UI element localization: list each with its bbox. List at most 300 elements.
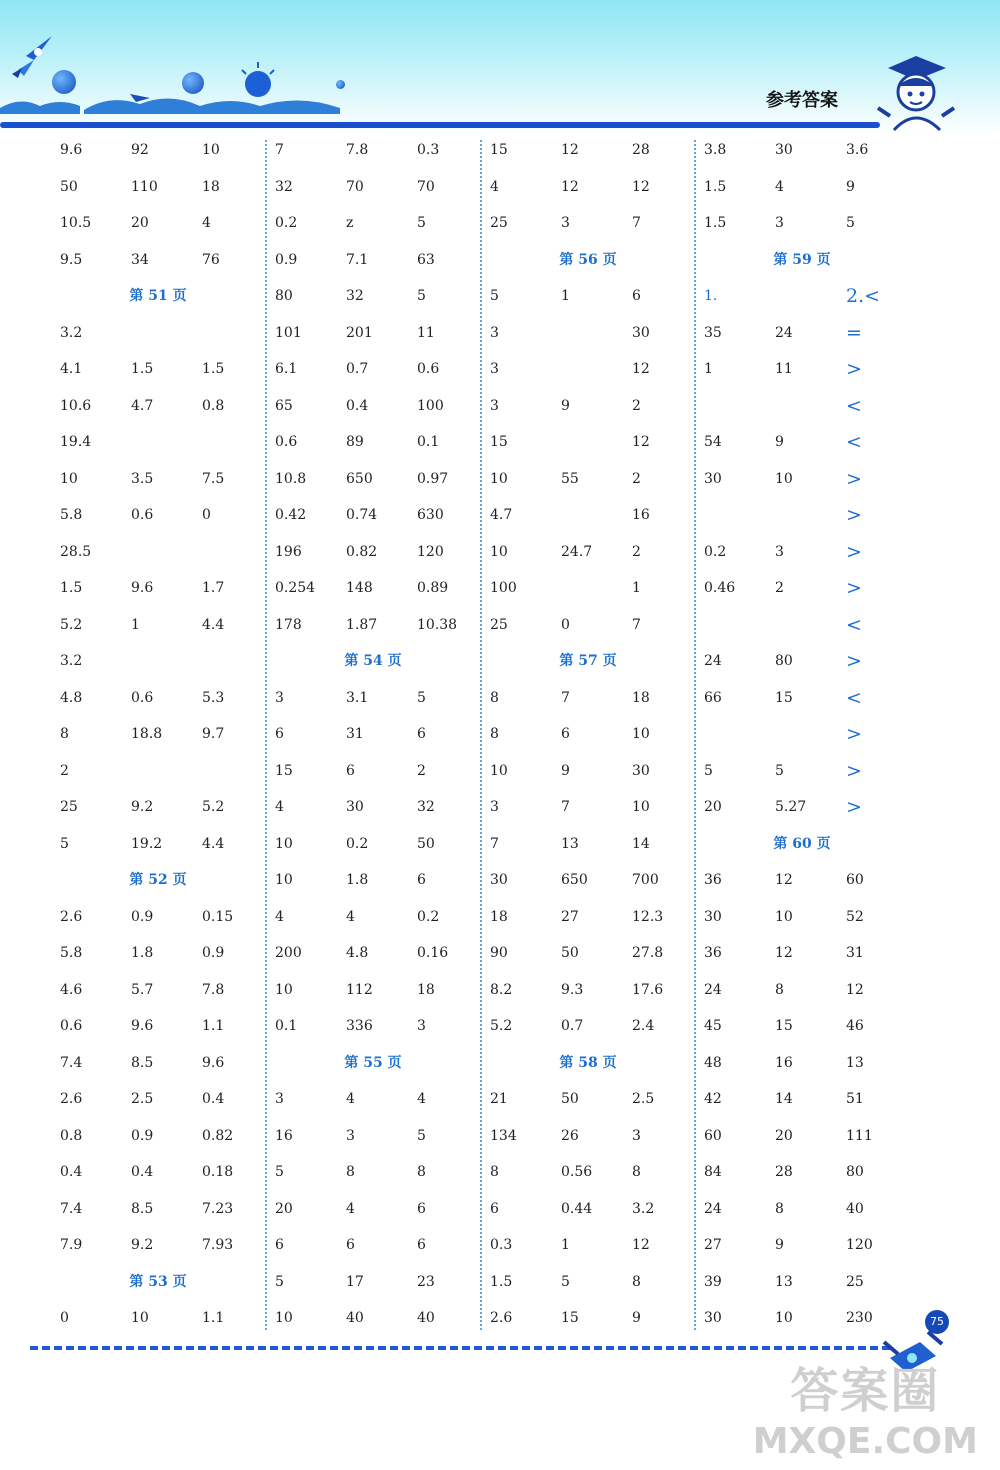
answer-cell: 30 — [704, 470, 722, 487]
answer-row — [696, 1308, 908, 1345]
answer-cell: 10 — [275, 835, 293, 852]
section-header-row — [482, 250, 694, 287]
answer-cell: 0.4 — [60, 1164, 83, 1180]
answer-cell: 1 — [561, 1237, 570, 1253]
page-section-header: 第 56 页 — [559, 251, 617, 268]
answer-cell: 9.7 — [202, 726, 225, 742]
answer-cell: 1 — [704, 361, 713, 377]
answer-cell: 201 — [346, 324, 373, 341]
answer-cell: 32 — [346, 288, 364, 304]
answer-cell: 10 — [490, 762, 508, 779]
answer-cell: 12.3 — [632, 908, 664, 925]
answer-row — [267, 1162, 479, 1199]
section-header-row — [696, 250, 908, 287]
answer-cell: 18 — [490, 908, 508, 925]
answer-cell: 27 — [704, 1237, 722, 1253]
answer-cell: 2.5 — [131, 1091, 154, 1107]
answer-row — [267, 870, 479, 907]
answer-cell: 23 — [417, 1273, 435, 1290]
answer-cell: 10.5 — [60, 215, 92, 231]
answer-cell: 200 — [275, 945, 302, 961]
answer-cell: 2 — [632, 543, 641, 560]
answer-row — [696, 615, 908, 652]
answer-cell: 14 — [775, 1091, 793, 1107]
answer-cell: 18.8 — [131, 726, 163, 742]
answer-cell: 28.5 — [60, 543, 92, 560]
answer-cell: 40 — [346, 1310, 364, 1326]
answer-cell: 4 — [275, 799, 284, 815]
answer-cell: > — [846, 504, 862, 526]
answer-cell: 4.8 — [60, 689, 83, 706]
section-header-row — [482, 651, 694, 688]
answer-cell: 0.6 — [60, 1018, 83, 1034]
page-section-header: 第 60 页 — [773, 835, 831, 852]
answer-cell: 9.3 — [561, 981, 584, 998]
answer-row — [482, 834, 694, 871]
scholar-kid-icon — [870, 50, 960, 135]
answer-cell: 15 — [775, 1018, 793, 1034]
answer-cell: 0.46 — [704, 580, 736, 596]
answer-cell: 5.2 — [490, 1018, 513, 1034]
answer-row — [52, 1235, 264, 1272]
answer-cell: 3.2 — [60, 653, 83, 669]
answer-cell: 1.8 — [346, 872, 369, 888]
answer-cell: 5 — [275, 1164, 284, 1180]
answer-cell: 5 — [275, 1273, 284, 1290]
answer-cell: 25 — [846, 1273, 864, 1290]
answer-row — [267, 578, 479, 615]
answer-cell: 0.1 — [275, 1018, 298, 1034]
answer-cell: 0.6 — [417, 361, 440, 377]
answer-cell: 2 — [60, 762, 69, 779]
answer-row — [52, 943, 264, 980]
answer-cell: 6 — [417, 1237, 426, 1253]
answer-cell: 12 — [561, 178, 579, 195]
answer-row — [696, 140, 908, 177]
answer-cell: 7.4 — [60, 1054, 83, 1071]
answer-row — [696, 907, 908, 944]
answer-row — [267, 1016, 479, 1053]
answer-cell: 9.2 — [131, 1237, 154, 1253]
answer-row — [52, 834, 264, 871]
answer-row — [696, 469, 908, 506]
answer-cell: 10 — [490, 543, 508, 560]
answer-cell: 90 — [490, 945, 508, 961]
answer-cell: 19.4 — [60, 434, 92, 450]
footer-dashed-line — [30, 1346, 890, 1350]
answer-cell: 0.82 — [202, 1127, 234, 1144]
answer-row — [52, 1162, 264, 1199]
answer-cell: 45 — [704, 1018, 722, 1034]
answer-row — [267, 1308, 479, 1345]
answer-cell: 3 — [775, 543, 784, 560]
answer-cell: 9 — [775, 434, 784, 450]
answer-cell: 2.6 — [60, 908, 83, 925]
answer-column-3 — [482, 140, 694, 1345]
answer-cell: 3.2 — [60, 324, 83, 341]
answer-cell: 31 — [346, 726, 364, 742]
answer-cell: 16 — [775, 1054, 793, 1071]
answer-row — [696, 980, 908, 1017]
answer-cell: 0.3 — [417, 142, 440, 158]
answer-cell: 9.6 — [202, 1054, 225, 1071]
answer-row — [267, 177, 479, 214]
answer-row — [52, 505, 264, 542]
answer-cell: 0.8 — [202, 397, 225, 414]
answer-cell: 18 — [417, 981, 435, 998]
answer-cell: 36 — [704, 872, 722, 888]
answer-cell: 10 — [775, 1310, 793, 1326]
answer-cell: 230 — [846, 1310, 873, 1326]
answer-row — [267, 505, 479, 542]
answer-row — [482, 1272, 694, 1309]
answer-cell: 1.8 — [131, 945, 154, 961]
answer-cell: 0.9 — [131, 1127, 154, 1144]
answer-cell: 31 — [846, 945, 864, 961]
answer-row — [696, 505, 908, 542]
answer-cell: 12 — [632, 434, 650, 450]
answer-cell: 2 — [775, 580, 784, 596]
answer-row — [267, 542, 479, 579]
page-section-header: 第 52 页 — [129, 872, 187, 888]
answer-cell: 9 — [775, 1237, 784, 1253]
answer-cell: 9.5 — [60, 251, 83, 268]
answer-cell: 1.1 — [202, 1018, 225, 1034]
answer-cell: 7 — [632, 616, 641, 633]
answer-cell: 2.5 — [632, 1091, 655, 1107]
answer-cell: 39 — [704, 1273, 722, 1290]
answer-row — [482, 1089, 694, 1126]
answer-cell: 10.6 — [60, 397, 92, 414]
answer-cell: 7.9 — [60, 1237, 83, 1253]
answer-cell: 3 — [490, 361, 499, 377]
answer-cell: 9 — [846, 178, 855, 195]
answer-row — [696, 1016, 908, 1053]
answer-cell: 0.9 — [275, 251, 298, 268]
answer-cell: 12 — [632, 178, 650, 195]
answer-row — [267, 797, 479, 834]
answer-row — [267, 834, 479, 871]
watermark — [753, 1352, 978, 1462]
answer-cell: 5.3 — [202, 689, 225, 706]
answer-cell: 0.7 — [346, 361, 369, 377]
answer-cell: 5 — [775, 762, 784, 779]
watermark-line1: 答案圈 — [790, 1363, 941, 1419]
answer-cell: 26 — [561, 1127, 579, 1144]
answer-row — [696, 359, 908, 396]
answer-cell: 70 — [346, 178, 364, 195]
answer-cell: 5 — [417, 288, 426, 304]
answer-cell: 24.7 — [561, 543, 593, 560]
answer-cell: 10 — [60, 470, 78, 487]
answer-cell: 50 — [417, 835, 435, 852]
answer-row — [267, 615, 479, 652]
clouds-icon — [0, 88, 360, 118]
answer-cell: 25 — [490, 215, 508, 231]
answer-cell: 6 — [632, 288, 641, 304]
answer-cell: 5.7 — [131, 981, 154, 998]
answer-cell: 6 — [417, 1200, 426, 1217]
answer-column-1 — [52, 140, 264, 1345]
answer-cell: 5.27 — [775, 799, 807, 815]
answer-cell: 12 — [775, 872, 793, 888]
answer-cell: 0.8 — [60, 1127, 83, 1144]
answer-cell: 10.38 — [417, 616, 458, 633]
answer-row — [52, 578, 264, 615]
answer-row — [482, 797, 694, 834]
answer-cell: 0.3 — [490, 1237, 513, 1253]
answer-cell: > — [846, 650, 862, 672]
answer-cell: 0.4 — [346, 397, 369, 414]
answer-cell: 9 — [561, 397, 570, 414]
answer-cell: 4 — [417, 1091, 426, 1107]
answer-row — [696, 724, 908, 761]
answer-cell: 110 — [131, 178, 158, 195]
answer-cell: 5 — [846, 215, 855, 231]
answer-cell: 8.5 — [131, 1200, 154, 1217]
answer-cell: 4 — [275, 908, 284, 925]
answer-row — [696, 578, 908, 615]
answer-cell: 0.7 — [561, 1018, 584, 1034]
answer-cell: 7.1 — [346, 251, 369, 268]
answer-cell: 7.8 — [202, 981, 225, 998]
answer-row — [696, 1053, 908, 1090]
answer-cell: 11 — [775, 361, 793, 377]
answer-row — [52, 797, 264, 834]
answer-cell: 3 — [561, 215, 570, 231]
page-section-header: 第 51 页 — [129, 288, 187, 304]
answer-row — [52, 615, 264, 652]
answer-cell: 80 — [275, 288, 293, 304]
answer-cell: 4 — [775, 178, 784, 195]
answer-cell: 32 — [275, 178, 293, 195]
answer-row — [696, 1272, 908, 1309]
answer-cell: 51 — [846, 1091, 864, 1107]
answer-row — [482, 943, 694, 980]
answer-cell: 12 — [561, 142, 579, 158]
page-section-header: 第 57 页 — [559, 653, 617, 669]
answer-cell: 50 — [561, 1091, 579, 1107]
answer-cell: 13 — [561, 835, 579, 852]
answer-row — [52, 907, 264, 944]
answer-cell: 8 — [417, 1164, 426, 1180]
answer-cell: 76 — [202, 251, 220, 268]
section-header-row — [482, 1053, 694, 1090]
answer-cell: 7.8 — [346, 142, 369, 158]
answer-cell: 10 — [632, 726, 650, 742]
answer-cell: 20 — [275, 1200, 293, 1217]
answer-row — [267, 1089, 479, 1126]
answer-cell: 3 — [417, 1018, 426, 1034]
answer-cell: 10 — [275, 1310, 293, 1326]
answer-row — [482, 396, 694, 433]
answer-cell: 0.4 — [202, 1091, 225, 1107]
answer-cell: 24 — [704, 653, 722, 669]
answer-row — [52, 1126, 264, 1163]
answer-row — [482, 469, 694, 506]
answer-row — [52, 140, 264, 177]
answer-cell: 10 — [275, 981, 293, 998]
answer-row — [52, 1308, 264, 1345]
answer-cell: 12 — [632, 361, 650, 377]
answer-cell: 4.4 — [202, 616, 225, 633]
answer-cell: 16 — [275, 1127, 293, 1144]
answer-cell: 8 — [60, 726, 69, 742]
answer-row — [482, 1016, 694, 1053]
answer-cell: 5 — [417, 215, 426, 231]
answer-row — [482, 1235, 694, 1272]
answer-cell: 3.2 — [632, 1200, 655, 1217]
answer-row — [482, 432, 694, 469]
answer-cell: 42 — [704, 1091, 722, 1107]
answer-cell: 30 — [490, 872, 508, 888]
answer-row — [482, 1199, 694, 1236]
answer-row — [267, 140, 479, 177]
answer-row — [52, 177, 264, 214]
answer-cell: 3.1 — [346, 689, 369, 706]
answer-cell: 7 — [561, 689, 570, 706]
answer-cell: 6 — [346, 1237, 355, 1253]
answer-cell: 4.7 — [490, 507, 513, 523]
answer-cell: 2.4 — [632, 1018, 655, 1034]
answer-row — [267, 761, 479, 798]
answer-cell: 27 — [561, 908, 579, 925]
answer-cell: 2.6 — [60, 1091, 83, 1107]
answer-cell: 15 — [490, 434, 508, 450]
answer-row — [696, 286, 908, 323]
answer-cell: 92 — [131, 142, 149, 158]
page-number: 75 — [925, 1310, 949, 1334]
answer-cell: 9 — [561, 762, 570, 779]
answer-cell: 13 — [775, 1273, 793, 1290]
answer-cell: 25 — [490, 616, 508, 633]
answer-row — [52, 250, 264, 287]
answer-row — [267, 286, 479, 323]
answer-row — [267, 943, 479, 980]
answer-cell: 6 — [275, 1237, 284, 1253]
answer-cell: 48 — [704, 1054, 722, 1071]
answer-row — [696, 797, 908, 834]
answer-cell: 8.5 — [131, 1054, 154, 1071]
answer-row — [482, 542, 694, 579]
answer-row — [267, 907, 479, 944]
answer-cell: 60 — [704, 1127, 722, 1144]
answer-cell: 3 — [275, 689, 284, 706]
answer-cell: 2 — [632, 397, 641, 414]
answer-cell: 100 — [490, 580, 517, 596]
answer-row — [267, 688, 479, 725]
answer-cell: 5.8 — [60, 507, 83, 523]
answer-cell: 2 — [417, 762, 426, 779]
answer-cell: 8 — [775, 1200, 784, 1217]
answer-cell: 650 — [346, 470, 373, 487]
answer-cell: 80 — [775, 653, 793, 669]
answer-cell: 7.23 — [202, 1200, 234, 1217]
answer-cell: 4.6 — [60, 981, 83, 998]
answer-cell: 34 — [131, 251, 149, 268]
answer-cell: 0.9 — [131, 908, 154, 925]
answer-cell: 0.15 — [202, 908, 234, 925]
answer-cell: 8 — [346, 1164, 355, 1180]
answer-cell: 3 — [490, 324, 499, 341]
answer-cell: 336 — [346, 1018, 373, 1034]
answer-cell: 52 — [846, 908, 864, 925]
answer-row — [696, 1162, 908, 1199]
answer-cell: 9 — [632, 1310, 641, 1326]
answer-cell: 10 — [202, 142, 220, 158]
answer-cell: 0.42 — [275, 507, 307, 523]
answer-cell: 9.6 — [131, 1018, 154, 1034]
answer-cell: 3 — [490, 397, 499, 414]
answer-cell: 1 — [561, 288, 570, 304]
answer-cell: 9.6 — [60, 142, 83, 158]
answer-cell: 4 — [346, 1200, 355, 1217]
answer-cell: 7 — [632, 215, 641, 231]
answer-cell: 30 — [632, 762, 650, 779]
answer-cell: 100 — [417, 397, 444, 414]
answer-cell: 54 — [704, 434, 722, 450]
answer-row — [52, 432, 264, 469]
answer-cell: 196 — [275, 543, 302, 560]
answer-cell: > — [846, 759, 862, 782]
answer-cell: 13 — [846, 1054, 864, 1071]
answer-cell: > — [846, 540, 862, 563]
answer-cell: 10.8 — [275, 470, 307, 487]
answer-cell: 148 — [346, 580, 373, 596]
answer-cell: 111 — [846, 1127, 873, 1144]
page-section-header: 第 59 页 — [773, 251, 831, 268]
answer-cell: 0.74 — [346, 507, 378, 523]
answer-cell: 20 — [775, 1127, 793, 1144]
answer-cell: 27.8 — [632, 945, 664, 961]
answer-cell: 6.1 — [275, 361, 298, 377]
answer-cell: 120 — [417, 543, 444, 560]
answer-row — [482, 615, 694, 652]
answer-cell: 0 — [561, 616, 570, 633]
answer-cell: 3.5 — [131, 470, 154, 487]
answer-cell: 1.7 — [202, 580, 225, 596]
answer-cell: 7.4 — [60, 1200, 83, 1217]
answer-cell: 4 — [346, 908, 355, 925]
watermark-line2: MXQE.COM — [752, 1421, 978, 1462]
answer-cell: 65 — [275, 397, 293, 414]
answer-row — [482, 359, 694, 396]
answer-cell: 70 — [417, 178, 435, 195]
answer-cell: > — [846, 358, 862, 380]
answer-cell: 28 — [632, 142, 650, 158]
answer-cell: 0.82 — [346, 543, 378, 560]
answer-row — [482, 1126, 694, 1163]
page-section-header: 第 53 页 — [129, 1273, 187, 1290]
answer-row — [696, 1089, 908, 1126]
section-header-row — [52, 1272, 264, 1309]
page-section-header: 第 58 页 — [559, 1054, 617, 1071]
answer-cell: 5.2 — [202, 799, 225, 815]
answer-cell: 0.4 — [131, 1164, 154, 1180]
answer-cell: 30 — [704, 1310, 722, 1326]
answer-row — [267, 724, 479, 761]
answer-cell: 5 — [490, 288, 499, 304]
answer-row — [267, 323, 479, 360]
answer-row — [52, 469, 264, 506]
answer-cell: 8 — [490, 1164, 499, 1180]
answer-cell: 17 — [346, 1273, 364, 1290]
answer-cell: 3 — [346, 1127, 355, 1144]
answer-cell: 20 — [704, 799, 722, 815]
answer-cell: 30 — [632, 324, 650, 341]
answer-row — [696, 761, 908, 798]
answer-cell: 0.2 — [346, 835, 369, 852]
